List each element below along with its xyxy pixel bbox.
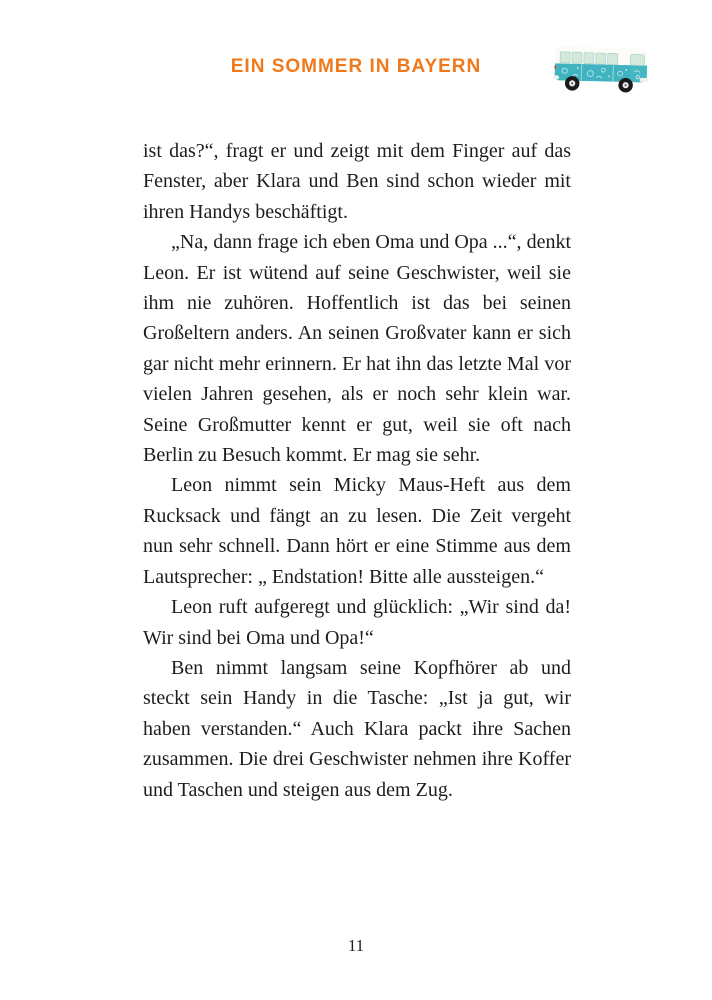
camper-van-icon — [550, 39, 651, 94]
body-paragraph: Ben nimmt langsam seine Kopfhörer ab und steckt sein Handy in die Tasche: „Ist ja gut, wir haben verstanden.“ Auch Klara packt ihre Sachen zusammen. Die drei Geschwister nehmen ihre Koffer und Taschen und steigen aus dem Zug. — [143, 656, 571, 801]
story-text — [143, 136, 571, 805]
chapter-title: EIN SOMMER IN BAYERN — [230, 56, 482, 77]
body-paragraph: „Na, dann frage ich eben Oma und Opa ...“, denkt Leon. Er ist wütend auf seine Geschwister, weil sie ihm nie zuhören. Hoffentlich ist das bei seinen Großeltern anders. An seinen Großvater kann er sich gar nicht mehr erinnern. Er hat ihn das letzte Mal vor vielen Jahren gesehen, als er noch sehr klein war. Seine Großmutter kennt er gut, weil sie oft nach Berlin zu Besuch kommt. Er mag sie sehr. — [143, 231, 571, 467]
body-paragraph: Leon nimmt sein Micky Maus-Heft aus dem Rucksack und fängt an zu lesen. Die Zeit vergeht nun sehr schnell. Dann hört er eine Stimme aus dem Lautsprecher: „ Endstation! Bitte alle aussteigen.“ — [143, 474, 571, 588]
body-paragraph: ist das?“, fragt er und zeigt mit dem Finger auf das Fenster, aber Klara und Ben sind schon wieder mit ihren Handys beschäftigt. — [143, 140, 571, 223]
page-number: 11 — [347, 936, 365, 955]
body-paragraph: Leon ruft aufgeregt und glücklich: „Wir sind da! Wir sind bei Oma und Opa!“ — [143, 596, 571, 649]
